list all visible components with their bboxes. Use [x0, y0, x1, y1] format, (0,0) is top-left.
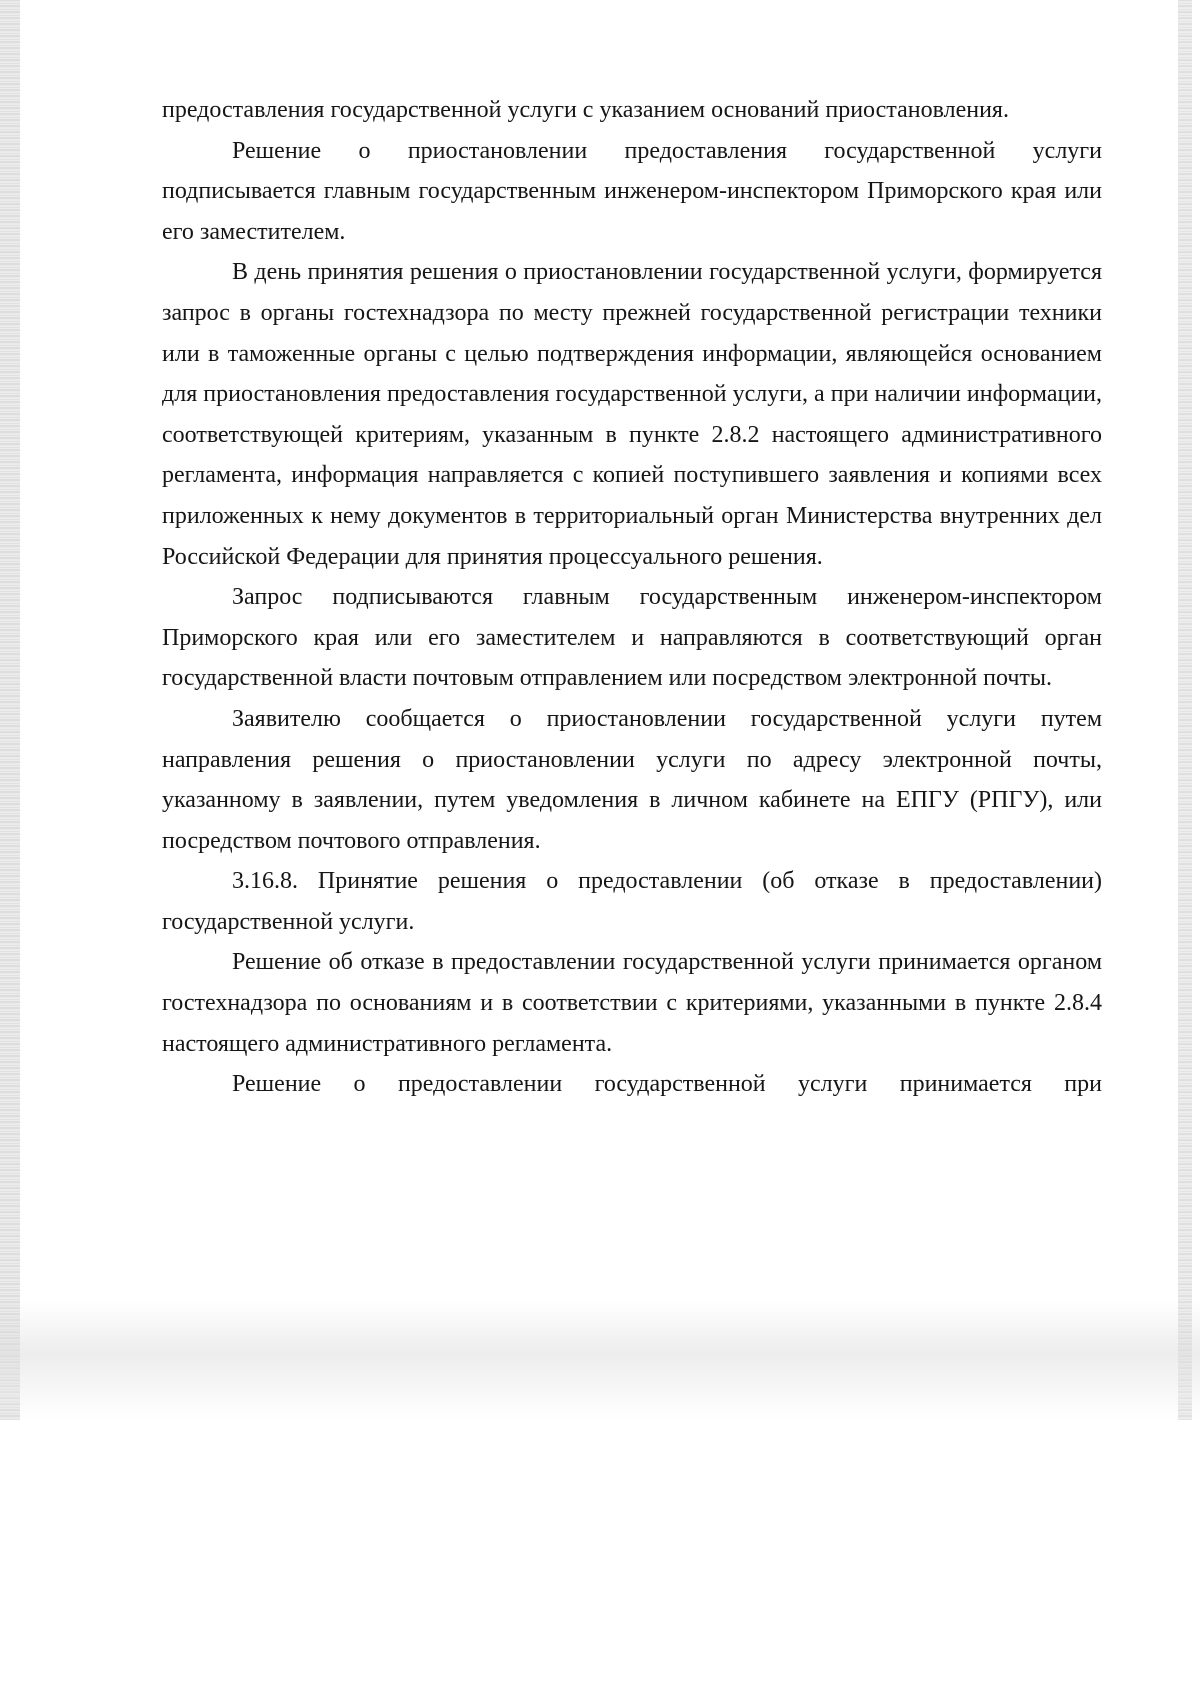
paragraph-4: Запрос подписываются главным государственным инженером-инспектором Приморского края или его заместителем и направляются в соответствующий орган государственной власти почтовым отправлением или посредством электронной почты.: [162, 584, 1102, 692]
paragraph-8: Решение о предоставлении государственной услуги принимается при: [232, 1071, 1102, 1098]
document-body: [162, 90, 1102, 1105]
scan-left-edge: [0, 0, 20, 1420]
paragraph-2: Решение о приостановлении предоставления государственной услуги подписывается главным государственным инженером-инспектором Приморского края или его заместителем.: [162, 137, 1102, 245]
scan-bottom-band: [0, 1300, 1200, 1420]
section-heading-3-16-8: 3.16.8. Принятие решения о предоставлении (об отказе в предоставлении) государственной услуги.: [162, 868, 1102, 935]
scan-right-edge: [1178, 0, 1192, 1420]
paragraph-3: В день принятия решения о приостановлении государственной услуги, формируется запрос в органы гостехнадзора по месту прежней государственной регистрации техники или в таможенные органы с целью подтверждения информации, являющейся основанием для приостановления предоставления государственной услуги, а при наличии информации, соответствующей критериям, указанным в пункте 2.8.2 настоящего административного регламента, информация направляется с копией поступившего заявления и копиями всех приложенных к нему документов в территориальный орган Министерства внутренних дел Российской Федерации для принятия процессуального решения.: [162, 259, 1102, 570]
paragraph-1: предоставления государственной услуги с указанием оснований приостановления.: [162, 97, 1009, 123]
paragraph-7: Решение об отказе в предоставлении государственной услуги принимается органом гостехнадзора по основаниям и в соответствии с критериями, указанными в пункте 2.8.4 настоящего административного регламента.: [162, 949, 1102, 1057]
paragraph-5: Заявителю сообщается о приостановлении государственной услуги путем направления решения о приостановлении услуги по адресу электронной почты, указанному в заявлении, путем уведомления в личном кабинете на ЕПГУ (РПГУ), или посредством почтового отправления.: [162, 705, 1102, 854]
